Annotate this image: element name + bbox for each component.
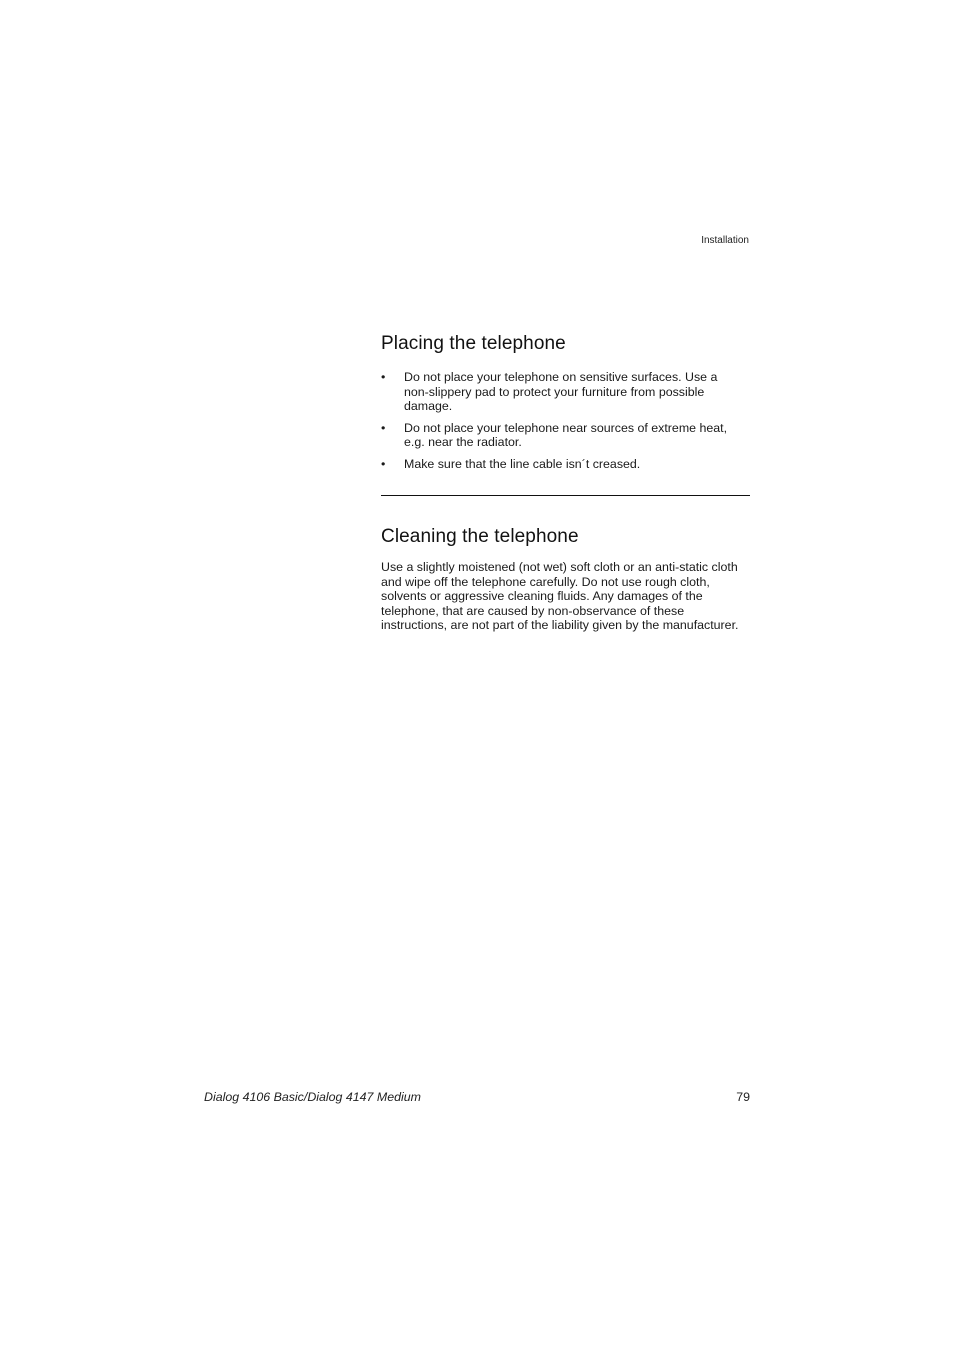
list-item-text: Do not place your telephone near sources of extreme heat, e.g. near the radiator. (404, 420, 728, 449)
placing-section (381, 332, 750, 471)
list-item (381, 421, 734, 450)
list-item-text: Make sure that the line cable isn´t creased. (404, 456, 641, 471)
page-number: 79 (736, 1090, 750, 1104)
section-divider (381, 495, 750, 496)
list-item (381, 457, 734, 472)
bullet-icon: • (381, 420, 386, 435)
cleaning-paragraph: Use a slightly moistened (not wet) soft cloth or an anti-static cloth and wipe off the telephone carefully. Do not use rough cloth, solvents or aggressive cleaning fluids. Any damages of the telephone, that are caused by non-observance of these instructions, are not part of the liability given by the manufacturer. (381, 560, 739, 632)
bullet-icon: • (381, 370, 386, 384)
list-item (381, 370, 734, 414)
document-title: Dialog 4106 Basic/Dialog 4147 Medium (204, 1090, 421, 1104)
main-content (381, 332, 750, 633)
cleaning-section (381, 525, 750, 633)
running-header: Installation (701, 235, 749, 246)
list-item-text: Do not place your telephone on sensitive surfaces. Use a non-slippery pad to protect your furniture from possible damage. (404, 370, 718, 413)
placing-title: Placing the telephone (381, 333, 566, 354)
placing-list (381, 370, 750, 471)
bullet-icon: • (381, 456, 386, 471)
cleaning-title: Cleaning the telephone (381, 526, 579, 547)
